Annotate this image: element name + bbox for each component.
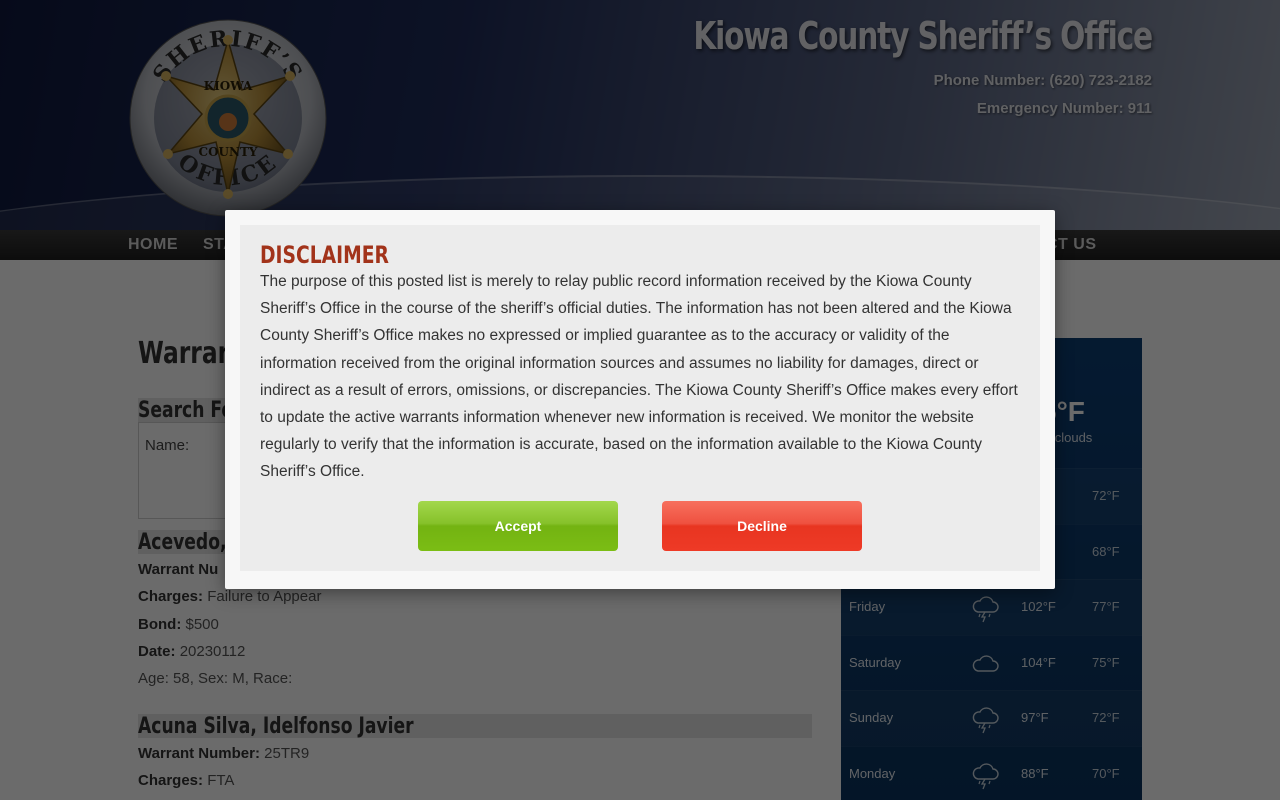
accept-button[interactable]: Accept <box>418 501 618 551</box>
disclaimer-content <box>240 225 1040 571</box>
disclaimer-text: The purpose of this posted list is merely to relay public record information received by the Kiowa County Sheriff’s Office in the course of the sheriff’s official duties. The information has not been altered and the Kiowa County Sheriff’s Office makes no expressed or implied guarantee as to the accuracy or validity of the information received from the original information sources and assumes no liability for damages, direct or indirect as a result of errors, omissions, or discrepancies. The Kiowa County Sheriff’s Office makes every effort to update the active warrants information whenever new information is received. We monitor the website regularly to verify that the information is accurate, based on the information available to the Kiowa County Sheriff’s Office. <box>260 273 1018 481</box>
disclaimer-title: DISCLAIMER <box>260 241 389 269</box>
disclaimer-modal <box>225 210 1055 589</box>
decline-button[interactable]: Decline <box>662 501 862 551</box>
